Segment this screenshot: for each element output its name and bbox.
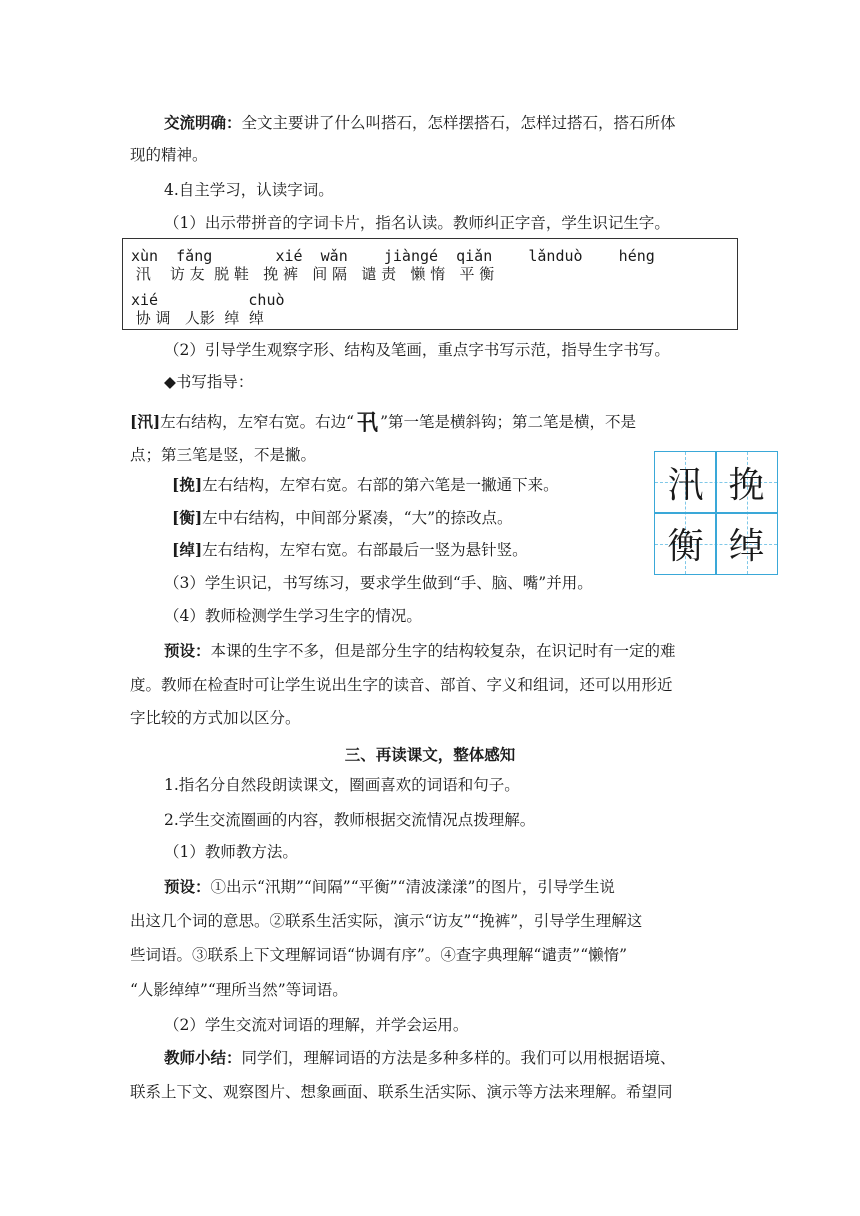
paragraph-summary xyxy=(164,113,676,133)
step-4-1: （1）出示带拼音的字词卡片，指名认读。教师纠正字音，学生识记生字。 xyxy=(164,214,670,232)
paragraph-summary-cont: 现的精神。 xyxy=(130,146,208,164)
step-4-4: （4）教师检测学生学习生字的情况。 xyxy=(164,607,422,625)
step-1: 1.指名分自然段朗读课文，圈画喜欢的词语和句子。 xyxy=(164,776,520,794)
guide-wan: [挽]左右结构，左窄右宽。右部的第六笔是一撇通下来。 xyxy=(172,475,559,494)
guide-heng: [衡]左中右结构，中间部分紧凑，“大”的捺改点。 xyxy=(172,508,513,527)
step-4-2: （2）引导学生观察字形、结构及笔画，重点字书写示范，指导生字书写。 xyxy=(164,341,670,359)
preset-2-cont-3: “人影绰绰”“理所当然”等词语。 xyxy=(130,981,348,999)
preset-2: 预设：①出示“汛期”“间隔”“平衡”“清波漾漾”的图片，引导学生说 xyxy=(164,877,615,896)
component-glyph: 卂 xyxy=(356,411,379,436)
preset-1-cont-2: 字比较的方式加以区分。 xyxy=(130,709,301,727)
preset-1: 预设：本课的生字不多，但是部分生字的结构较复杂，在识记时有一定的难 xyxy=(164,641,676,660)
step-2-1: （1）教师教方法。 xyxy=(164,843,298,861)
summary-text: 全文主要讲了什么叫搭石，怎样摆搭石，怎样过搭石，搭石所体 xyxy=(241,114,676,132)
step-4-3: （3）学生识记，书写练习，要求学生做到“手、脑、嘴”并用。 xyxy=(164,574,593,592)
hanzi-row-1: 汛 访 友 脱 鞋 挽 裤 间 隔 谴 责 懒 惰 平 衡 xyxy=(131,265,495,283)
step-4-heading: 4.自主学习，认读字词。 xyxy=(164,181,334,199)
pinyin-row-1: xùn fǎng xié wǎn jiàngé qiǎn lǎnduò héng xyxy=(131,247,655,265)
grid-char-xun: 汛 xyxy=(667,465,704,506)
section-heading: 三、再读课文，整体感知 xyxy=(344,745,516,764)
guide-xun-cont: 点；第三笔是竖，不是撇。 xyxy=(130,446,317,464)
grid-char-chuo: 绰 xyxy=(728,526,765,567)
pinyin-card-box xyxy=(122,238,738,330)
summary-label: 交流明确： xyxy=(164,113,242,132)
step-2-2: （2）学生交流对词语的理解，并学会运用。 xyxy=(164,1016,469,1034)
character-grid xyxy=(654,451,778,575)
teacher-summary: 教师小结：同学们，理解词语的方法是多种多样的。我们可以用根据语境、 xyxy=(164,1048,676,1067)
writing-guide-label: ◆书写指导： xyxy=(164,373,254,391)
preset-1-cont-1: 度。教师在检查时可让学生说出生字的读音、部首、字义和组词，还可以用形近 xyxy=(130,676,673,694)
step-2: 2.学生交流圈画的内容，教师根据交流情况点拨理解。 xyxy=(164,811,536,829)
grid-char-heng: 衡 xyxy=(667,526,704,567)
preset-2-cont-1: 出这几个词的意思。②联系生活实际，演示“访友”“挽裤”，引导学生理解这 xyxy=(130,912,643,930)
preset-2-cont-2: 些词语。③联系上下文理解词语“协调有序”。④查字典理解“谴责”“懒惰” xyxy=(130,946,628,964)
guide-xun-char: [汛] xyxy=(130,412,161,431)
teacher-summary-cont: 联系上下文、观察图片、想象画面、联系生活实际、演示等方法来理解。希望同 xyxy=(130,1083,673,1101)
guide-chuo: [绰]左右结构，左窄右宽。右部最后一竖为悬针竖。 xyxy=(172,540,528,559)
pinyin-row-2: xié chuò xyxy=(131,291,285,309)
grid-char-wan: 挽 xyxy=(728,465,765,506)
guide-xun: [汛]左右结构，左窄右宽。右边“卂 ”第一笔是横斜钩；第二笔是横，不是 xyxy=(130,411,637,436)
hanzi-row-2: 协 调 人影 绰 绰 xyxy=(131,309,264,327)
